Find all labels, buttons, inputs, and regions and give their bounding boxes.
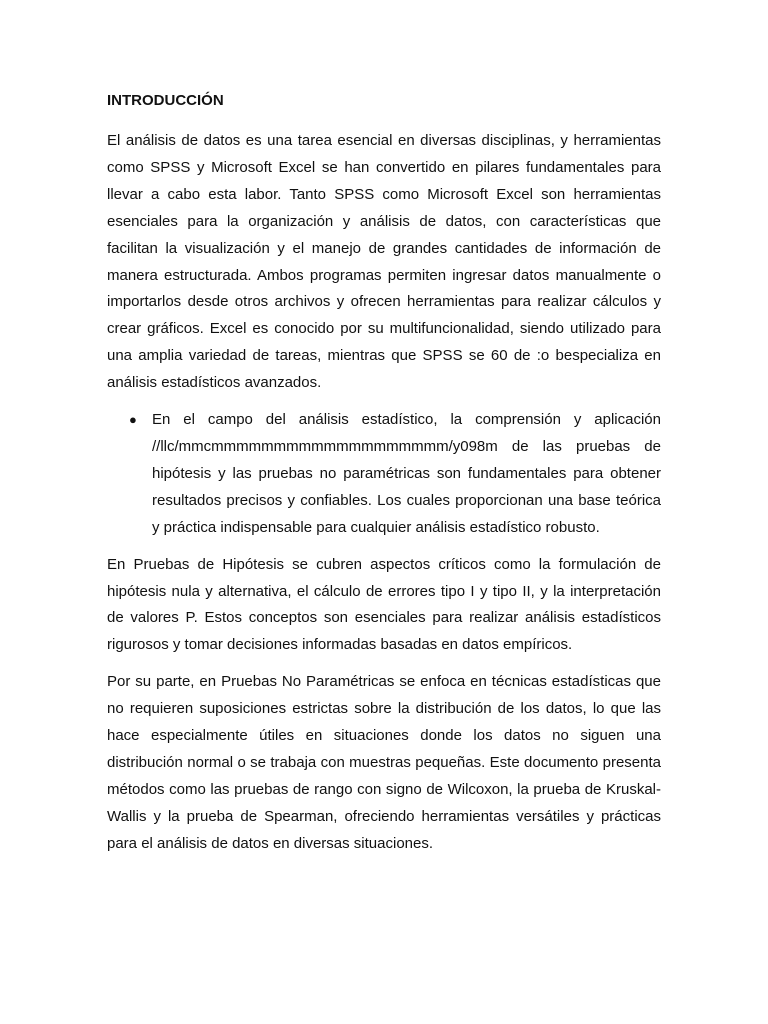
bullet-item xyxy=(107,407,661,542)
intro-paragraph: El análisis de datos es una tarea esencial en diversas disciplinas, y herramientas como SPSS y Microsoft Excel se han convertido en pilares fundamentales para llevar a cabo esta labor. Tanto SPSS como Microsoft Excel son herramientas esenciales para la organización y análisis de datos, con características que facilitan la visualización y el manejo de grandes cantidades de información de manera estructurada. Ambos programas permiten ingresar datos manualmente o importarlos desde otros archivos y ofrecen herramientas para realizar cálculos y crear gráficos. Excel es conocido por su multifuncionalidad, siendo utilizado para una amplia variedad de tareas, mientras que SPSS se 60 de :o bespecializa en análisis estadísticos avanzados. xyxy=(107,132,661,392)
bullet-list xyxy=(107,407,661,542)
bullet-text: En el campo del análisis estadístico, la comprensión y aplicación //llc/mmcmmmmmmmmmmmmmmmmmmm/y098m de las pruebas de hipótesis y las pruebas no paramétricas son fundamentales para obtener resultados precisos y confiables. Los cuales proporcionan una base teórica y práctica indispensable para cualquier análisis estadístico robusto. xyxy=(152,411,661,536)
hypothesis-paragraph: En Pruebas de Hipótesis se cubren aspectos críticos como la formulación de hipótesis nula y alternativa, el cálculo de errores tipo I y tipo II, y la interpretación de valores P. Estos conceptos son esenciales para realizar análisis estadísticos rigurosos y tomar decisiones informadas basadas en datos empíricos. xyxy=(107,555,661,654)
document-heading: INTRODUCCIÓN xyxy=(107,92,224,109)
bullet-icon: ● xyxy=(129,412,137,428)
nonparametric-paragraph: Por su parte, en Pruebas No Paramétricas se enfoca en técnicas estadísticas que no requieren suposiciones estrictas sobre la distribución de los datos, lo que las hace especialmente útiles en situaciones donde los datos no siguen una distribución normal o se trabaja con muestras pequeñas. Este documento presenta métodos como las pruebas de rango con signo de Wilcoxon, la prueba de Kruskal-Wallis y la prueba de Spearman, ofreciendo herramientas versátiles y prácticas para el análisis de datos en diversas situaciones. xyxy=(107,673,661,852)
